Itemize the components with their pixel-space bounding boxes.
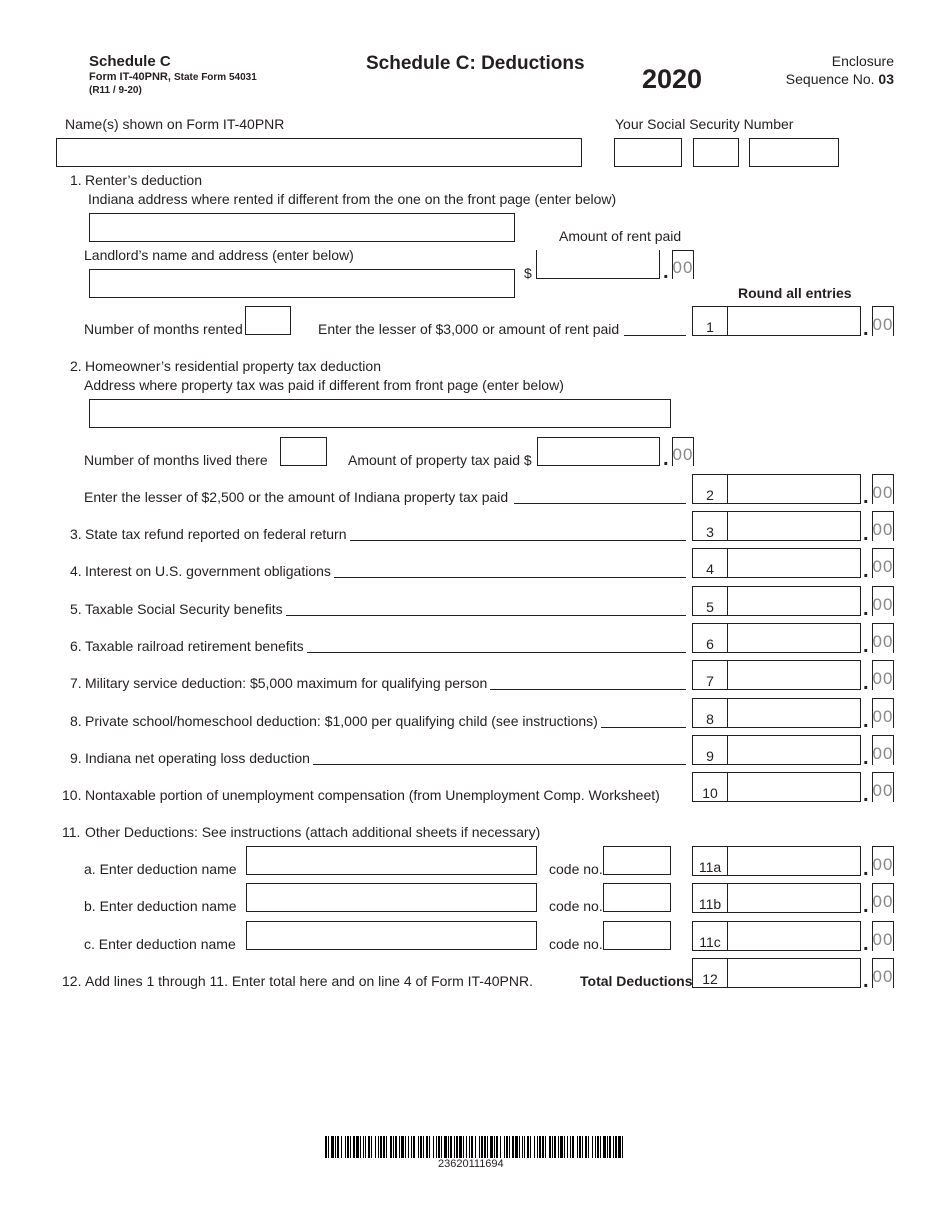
sequence-value: 03 — [878, 71, 894, 87]
total-deductions-label: Total Deductions — [580, 973, 693, 989]
property-tax-cents: 00 — [672, 437, 694, 466]
line6-line-number: 6 — [706, 635, 714, 652]
line5-label: Taxable Social Security benefits — [85, 602, 286, 616]
rent-decimal: . — [663, 261, 669, 283]
line4-line-number: 4 — [706, 561, 714, 578]
page-title: Schedule C: Deductions — [366, 53, 585, 74]
line5-number: 5. — [70, 600, 82, 617]
months-rented-label: Number of months rented — [84, 321, 243, 337]
line1-leader — [624, 335, 686, 336]
landlord-label: Landlord’s name and address (enter below) — [84, 247, 354, 263]
barcode-bar — [337, 1136, 339, 1158]
barcode-bar — [615, 1136, 617, 1158]
barcode-bar — [475, 1136, 476, 1158]
line6-line-number-box — [692, 623, 728, 653]
barcode-bar — [618, 1136, 621, 1158]
line10-line-number: 10 — [702, 785, 718, 802]
ssn-part2-input[interactable] — [693, 138, 739, 167]
barcode-bar — [331, 1136, 334, 1158]
line11a-line-number-box — [692, 846, 728, 876]
line1-title: Renter’s deduction — [85, 172, 203, 188]
line10-label: Nontaxable portion of unemployment compensation (from Unemployment Comp. Worksheet) — [85, 788, 663, 802]
line5-line-number-box — [692, 586, 728, 616]
line7-decimal: . — [863, 672, 869, 695]
line5-amount-underline — [692, 615, 861, 616]
line2-amount-underline — [692, 503, 861, 504]
form-id: Form IT-40PNR, — [89, 71, 171, 83]
barcode-bar — [572, 1136, 574, 1158]
barcode-bar — [438, 1136, 440, 1158]
barcode-bar — [534, 1136, 535, 1158]
line11a-decimal: . — [863, 858, 869, 880]
line3-line-number-box — [692, 511, 728, 541]
line4-decimal: . — [863, 560, 869, 583]
sequence-label: Sequence No. — [785, 71, 875, 87]
line7-amount-input[interactable] — [727, 660, 861, 690]
rent-dollar-sign: $ — [524, 265, 532, 281]
line10-amount-underline — [692, 801, 861, 802]
tax-year: 2020 — [642, 64, 703, 94]
line4-line-number-box — [692, 548, 728, 578]
barcode-bar — [393, 1136, 394, 1158]
sequence-number — [786, 72, 894, 86]
barcode-bar — [408, 1136, 409, 1158]
line7-label: Military service deduction: $5,000 maximum for qualifying person — [85, 676, 490, 690]
line11b-cents: 00 — [872, 883, 894, 913]
rental-address-input[interactable] — [89, 213, 515, 242]
barcode-bar — [558, 1136, 559, 1158]
barcode-bar — [494, 1136, 495, 1158]
form-line — [89, 72, 257, 83]
barcode-bar — [515, 1136, 518, 1158]
rent-paid-input[interactable] — [536, 250, 660, 279]
line9-leader — [280, 764, 686, 765]
barcode-bar — [350, 1136, 351, 1158]
barcode-bar — [549, 1136, 551, 1158]
line5-cents: 00 — [872, 586, 894, 616]
line12-number: 12. — [62, 973, 82, 989]
line9-amount-input[interactable] — [727, 735, 861, 765]
line11c-code-input[interactable] — [603, 921, 671, 950]
line2-lesser-label: Enter the lesser of $2,500 or the amount of Indiana property tax paid — [84, 489, 509, 505]
line12-label: Add lines 1 through 11. Enter total here and on line 4 of Form IT-40PNR. — [85, 973, 533, 989]
barcode-bar — [399, 1136, 400, 1158]
barcode-bar — [524, 1136, 525, 1158]
line11a-amount-input[interactable] — [727, 846, 861, 876]
property-tax-input[interactable] — [537, 437, 660, 466]
line11-number: 11. — [62, 824, 81, 840]
line1-amount-underline — [692, 335, 861, 336]
barcode-bar — [395, 1136, 397, 1158]
barcode-bar — [597, 1136, 599, 1158]
barcode-bar — [577, 1136, 578, 1158]
line9-line-number: 9 — [706, 747, 714, 764]
barcode-bar — [341, 1136, 342, 1158]
enclosure-label: Enclosure — [831, 53, 894, 69]
line11c-line-number-box — [692, 921, 728, 951]
line11c-line-number: 11c — [699, 933, 721, 950]
line2-leader — [514, 503, 686, 504]
line5-decimal: . — [863, 597, 869, 620]
names-input[interactable] — [56, 138, 582, 167]
revision: (R11 / 9-20) — [89, 85, 142, 96]
line6-amount-underline — [692, 652, 861, 653]
barcode-bar — [375, 1136, 376, 1158]
line1-address-label: Indiana address where rented if different from the one on the front page (enter below) — [88, 191, 617, 207]
barcode-bar — [429, 1136, 430, 1158]
line11a-code-label: code no. — [549, 861, 603, 877]
barcode-bar — [564, 1136, 565, 1158]
barcode-bar — [479, 1136, 480, 1158]
line6-label: Taxable railroad retirement benefits — [85, 639, 307, 653]
line11a-label: a. Enter deduction name — [84, 861, 237, 877]
line1-amount-input[interactable] — [727, 306, 861, 336]
line7-line-number-box — [692, 660, 728, 690]
line11c-label: c. Enter deduction name — [84, 935, 236, 952]
line2-line-number-box — [692, 474, 728, 504]
barcode-bar — [595, 1136, 596, 1158]
line5-leader — [280, 615, 686, 616]
line11c-decimal: . — [863, 932, 869, 955]
property-tax-text: Amount of property tax paid — [348, 452, 520, 468]
barcode-bar — [347, 1136, 349, 1158]
line12-cents: 00 — [872, 958, 894, 988]
barcode-bar — [545, 1136, 546, 1158]
line1-decimal: . — [863, 318, 869, 340]
line6-decimal: . — [863, 634, 869, 657]
barcode-bar — [328, 1136, 329, 1158]
barcode-bar — [325, 1136, 327, 1158]
barcode-bar — [448, 1136, 449, 1158]
line4-amount-input[interactable] — [727, 548, 861, 578]
barcode-bar — [607, 1136, 608, 1158]
line6-leader — [280, 652, 686, 653]
line9-cents: 00 — [872, 735, 894, 765]
line1-line-number: 1 — [706, 319, 714, 335]
line11c-deduction-name-input[interactable] — [246, 921, 537, 950]
line8-decimal: . — [863, 709, 869, 732]
property-tax-decimal: . — [663, 448, 669, 470]
line2-title: Homeowner’s residential property tax deduction — [85, 358, 381, 374]
property-tax-dollar: $ — [523, 452, 532, 468]
barcode-bar — [469, 1136, 470, 1158]
barcode-bar — [603, 1136, 606, 1158]
line8-line-number-box — [692, 698, 728, 728]
names-label: Name(s) shown on Form IT-40PNR — [65, 116, 285, 132]
barcode-bar — [450, 1136, 452, 1158]
barcode-bar — [365, 1136, 366, 1158]
barcode-bar — [522, 1136, 523, 1158]
barcode-bar — [420, 1136, 422, 1158]
ssn-part1-input[interactable] — [614, 138, 682, 167]
line10-amount-input[interactable] — [727, 772, 861, 802]
barcode-bar — [539, 1136, 541, 1158]
barcode-bar — [509, 1136, 510, 1158]
line11b-amount-input[interactable] — [727, 883, 861, 913]
barcode-bar — [413, 1136, 415, 1158]
line11a-line-number: 11a — [698, 859, 722, 875]
line11b-line-number-box — [692, 883, 728, 913]
round-entries-note: Round all entries — [738, 285, 852, 301]
barcode-bar — [466, 1136, 467, 1158]
barcode-bar — [582, 1136, 583, 1158]
barcode-bar — [454, 1136, 455, 1158]
line11c-amount-input[interactable] — [727, 921, 861, 951]
rent-paid-label: Amount of rent paid — [559, 228, 682, 244]
barcode — [325, 1136, 625, 1158]
line8-label: Private school/homeschool deduction: $1,000 per qualifying child (see instructions) — [85, 714, 601, 728]
line3-cents: 00 — [872, 511, 894, 541]
property-address-input[interactable] — [89, 399, 671, 428]
line6-cents: 00 — [872, 623, 894, 653]
barcode-bar — [500, 1136, 501, 1158]
line3-amount-underline — [692, 540, 861, 541]
barcode-bar — [356, 1136, 359, 1158]
line1-lesser-label: Enter the lesser of $3,000 or amount of rent paid — [318, 321, 620, 337]
line4-leader — [280, 577, 686, 578]
barcode-bar — [411, 1136, 412, 1158]
barcode-bar — [487, 1136, 488, 1158]
barcode-bar — [552, 1136, 553, 1158]
line5-amount-input[interactable] — [727, 586, 861, 616]
line12-decimal: . — [863, 970, 869, 992]
rent-cents: 00 — [672, 250, 694, 279]
barcode-bar — [390, 1136, 392, 1158]
line2-decimal: . — [863, 486, 869, 508]
line3-decimal: . — [863, 523, 869, 545]
line2-amount-input[interactable] — [727, 474, 861, 504]
line11c-amount-underline — [692, 950, 861, 951]
barcode-number: 23620111694 — [438, 1158, 504, 1170]
line8-number: 8. — [70, 712, 82, 729]
line11b-decimal: . — [863, 895, 869, 918]
ssn-label: Your Social Security Number — [615, 116, 794, 132]
barcode-bar — [363, 1136, 364, 1158]
barcode-bar — [579, 1136, 581, 1158]
barcode-bar — [613, 1136, 614, 1158]
barcode-bar — [554, 1136, 556, 1158]
line4-number: 4. — [70, 563, 82, 580]
line9-decimal: . — [863, 746, 869, 769]
line1-cents: 00 — [872, 306, 894, 336]
line9-line-number-box — [692, 735, 728, 765]
barcode-bar — [426, 1136, 428, 1158]
barcode-bar — [436, 1136, 437, 1158]
barcode-bar — [542, 1136, 544, 1158]
line12-amount-input[interactable] — [727, 958, 861, 988]
barcode-bar — [609, 1136, 611, 1158]
line3-label: State tax refund reported on federal return — [85, 527, 350, 541]
line7-cents: 00 — [872, 660, 894, 690]
barcode-bar — [459, 1136, 462, 1158]
barcode-bar — [506, 1136, 508, 1158]
line11-title: Other Deductions: See instructions (attach additional sheets if necessary) — [85, 824, 541, 840]
barcode-bar — [567, 1136, 568, 1158]
line8-amount-input[interactable] — [727, 698, 861, 728]
barcode-bar — [588, 1136, 589, 1158]
barcode-bar — [418, 1136, 419, 1158]
barcode-bar — [527, 1136, 529, 1158]
barcode-bar — [401, 1136, 404, 1158]
line4-cents: 00 — [872, 548, 894, 578]
barcode-bar — [471, 1136, 473, 1158]
schedule-label: Schedule C — [89, 53, 171, 70]
barcode-bar — [386, 1136, 387, 1158]
line12-amount-underline — [692, 987, 861, 988]
line8-cents: 00 — [872, 698, 894, 728]
line11c-cents: 00 — [872, 921, 894, 951]
line10-line-number-box — [692, 772, 728, 802]
line8-line-number: 8 — [706, 710, 714, 727]
barcode-bar — [360, 1136, 361, 1158]
line4-label: Interest on U.S. government obligations — [85, 564, 334, 578]
barcode-bar — [378, 1136, 379, 1158]
barcode-bar — [456, 1136, 458, 1158]
barcode-bar — [423, 1136, 424, 1158]
line9-label: Indiana net operating loss deduction — [85, 751, 313, 765]
barcode-bar — [600, 1136, 601, 1158]
barcode-bar — [519, 1136, 520, 1158]
line7-line-number: 7 — [706, 673, 714, 690]
property-tax-label — [348, 453, 532, 467]
line10-decimal: . — [863, 784, 869, 807]
barcode-bar — [353, 1136, 355, 1158]
line3-number: 3. — [70, 526, 82, 542]
landlord-input[interactable] — [89, 269, 515, 298]
line1-number: 1. — [70, 172, 82, 188]
line11a-code-input[interactable] — [603, 846, 671, 875]
line11b-label: b. Enter deduction name — [84, 898, 237, 915]
barcode-bar — [592, 1136, 593, 1158]
barcode-bar — [537, 1136, 538, 1158]
state-form-id: State Form 54031 — [173, 72, 257, 83]
barcode-bar — [622, 1136, 623, 1158]
barcode-bar — [368, 1136, 370, 1158]
ssn-part3-input[interactable] — [749, 138, 839, 167]
line2-number: 2. — [70, 358, 82, 374]
barcode-bar — [570, 1136, 571, 1158]
barcode-bar — [490, 1136, 493, 1158]
line11c-code-label: code no. — [549, 935, 603, 952]
line2-line-number: 2 — [706, 487, 714, 503]
line11a-amount-underline — [692, 875, 861, 876]
line10-cents: 00 — [872, 772, 894, 802]
line6-amount-input[interactable] — [727, 623, 861, 653]
barcode-bar — [380, 1136, 382, 1158]
line11b-amount-underline — [692, 912, 861, 913]
line12-line-number-box — [692, 958, 728, 988]
barcode-bar — [496, 1136, 498, 1158]
line2-cents: 00 — [872, 474, 894, 504]
barcode-bar — [335, 1136, 336, 1158]
line12-line-number: 12 — [702, 971, 718, 987]
barcode-bar — [512, 1136, 514, 1158]
line8-amount-underline — [692, 727, 861, 728]
months-lived-input[interactable] — [280, 437, 327, 466]
barcode-bar — [530, 1136, 531, 1158]
months-rented-input[interactable] — [245, 306, 291, 335]
barcode-bar — [383, 1136, 385, 1158]
months-lived-label: Number of months lived there — [84, 452, 268, 468]
barcode-bar — [504, 1136, 505, 1158]
line11a-cents: 00 — [872, 846, 894, 876]
line9-amount-underline — [692, 764, 861, 765]
line7-amount-underline — [692, 689, 861, 690]
barcode-bar — [345, 1136, 346, 1158]
line2-address-label: Address where property tax was paid if different from front page (enter below) — [84, 377, 564, 393]
barcode-bar — [433, 1136, 434, 1158]
line5-line-number: 5 — [706, 598, 714, 615]
barcode-bar — [484, 1136, 486, 1158]
line3-line-number: 3 — [706, 524, 714, 540]
line11a-deduction-name-input[interactable] — [246, 846, 537, 875]
line9-number: 9. — [70, 749, 82, 766]
barcode-bar — [371, 1136, 372, 1158]
barcode-bar — [405, 1136, 406, 1158]
line4-amount-underline — [692, 577, 861, 578]
line1-line-number-box — [692, 306, 728, 336]
line3-amount-input[interactable] — [727, 511, 861, 541]
barcode-bar — [463, 1136, 464, 1158]
line11b-line-number: 11b — [698, 896, 722, 913]
barcode-bar — [585, 1136, 587, 1158]
line11b-code-input[interactable] — [603, 883, 671, 912]
barcode-bar — [481, 1136, 483, 1158]
line6-number: 6. — [70, 637, 82, 654]
line7-number: 7. — [70, 675, 82, 692]
barcode-bar — [441, 1136, 442, 1158]
barcode-bar — [444, 1136, 447, 1158]
line11b-deduction-name-input[interactable] — [246, 883, 537, 912]
line11b-code-label: code no. — [549, 898, 603, 915]
line10-number: 10. — [62, 787, 82, 804]
barcode-bar — [560, 1136, 563, 1158]
